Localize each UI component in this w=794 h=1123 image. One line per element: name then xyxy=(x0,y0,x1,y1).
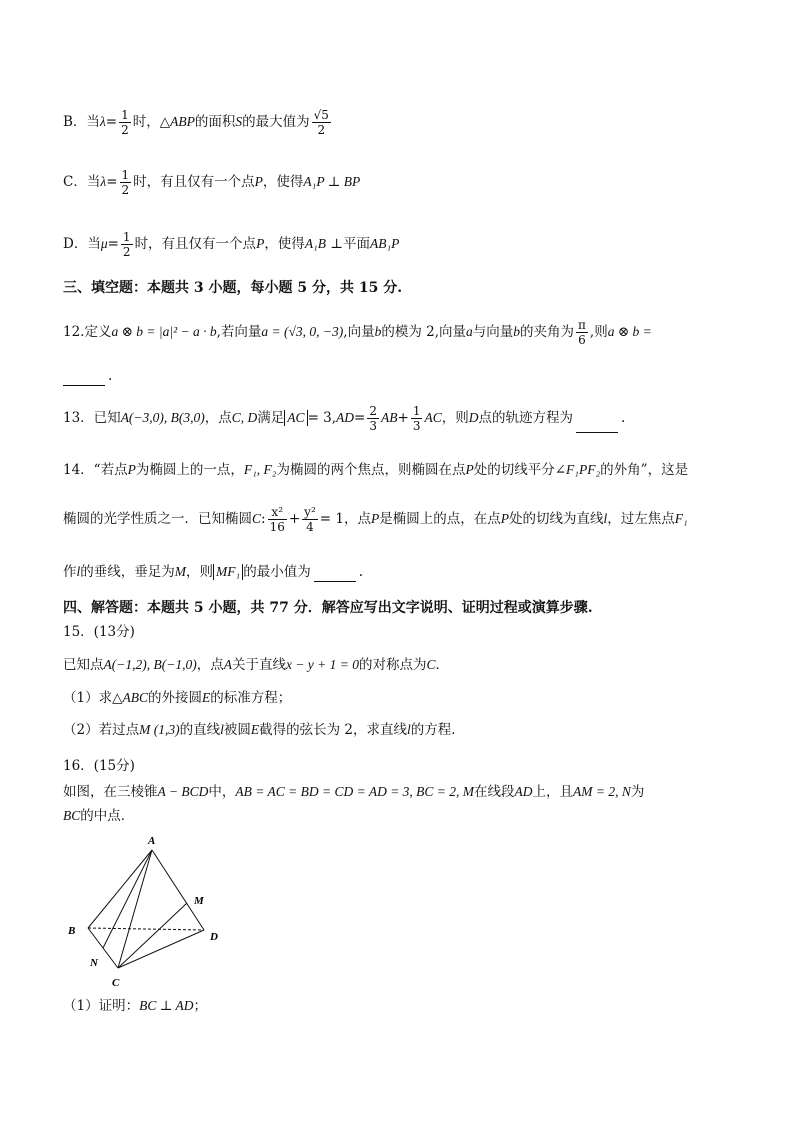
option-d: D．当μ= $\frac{1}{2}$ 时，有且仅有一个点P，使得A₁B ⊥平面AB₁P xyxy=(63,230,400,259)
question-16-sub-1: （1）证明：BC ⊥ AD； xyxy=(63,998,208,1014)
label-n: N xyxy=(90,957,98,969)
edge-ab xyxy=(88,850,152,928)
question-14-line-2: 椭圆的光学性质之一．已知椭圆C: $\frac{\text{x²}}{16}$ + $\frac{\text{y²}}{4}$ = 1，点P是椭圆上的点，在点P处的切线为直线l，过左焦点F₁ xyxy=(63,505,688,534)
question-13: 13．已知A(−3,0), B(3,0)，点C, D满足 AC = 3,AD= $\frac{2}{3}$ AB+ $\frac{1}{3}$ AC，则D点的轨迹方程为 . xyxy=(63,404,626,433)
edge-ac xyxy=(118,850,152,968)
question-12-blank: . xyxy=(63,366,112,386)
label-b: B xyxy=(68,925,76,937)
answer-blank[interactable] xyxy=(63,385,105,386)
answer-blank[interactable] xyxy=(314,581,356,582)
option-b: B．当λ= $\frac{1}{2}$ 时，△ABP的面积S的最大值为 $\frac{√5}{2}$ xyxy=(63,108,329,137)
pyramid-figure xyxy=(60,830,230,995)
label-m: M xyxy=(194,895,204,907)
edge-cd xyxy=(118,930,204,968)
edge-bd-hidden xyxy=(88,928,204,930)
answer-fraction: $\frac{√5}{2}$ xyxy=(313,108,329,137)
question-16-line-2: BC的中点． xyxy=(63,808,135,824)
segment-cm xyxy=(118,903,187,968)
fraction: $\frac{\text{y²}}{4}$ xyxy=(304,505,316,534)
fraction: $\frac{2}{3}$ xyxy=(369,404,377,433)
question-14-line-3: 作l的垂线，垂足为M，则 MF₁ 的最小值为 . xyxy=(63,564,363,580)
answer-blank[interactable] xyxy=(576,432,618,433)
question-15-head: 15．(13分) xyxy=(63,624,135,640)
question-15-line-1: 已知点A(−1,2), B(−1,0)，点A关于直线x − y + 1 = 0的对称点为C． xyxy=(63,657,450,673)
label-d: D xyxy=(210,931,218,943)
question-12: 12.定义a ⊗ b = |a|² − a · b,若向量a = (√3, 0, −3),向量b的模为 2,向量a与向量b的夹角为 $\frac{\pi}{6}$ ,则a ⊗ b = xyxy=(63,318,652,347)
label-c: C xyxy=(112,977,120,989)
question-16-line-1: 如图，在三棱锥A − BCD中，AB = AC = BD = CD = AD = 3, BC = 2, M在线段AD上，且AM = 2, N为 xyxy=(63,784,645,800)
option-c: C．当λ= $\frac{1}{2}$ 时，有且仅有一个点P，使得A₁P ⊥ BP xyxy=(63,168,361,197)
question-16-head: 16．(15分) xyxy=(63,758,135,774)
fraction: $\frac{1}{3}$ xyxy=(412,404,421,433)
question-15-sub-1: （1）求△ABC的外接圆E的标准方程； xyxy=(63,690,292,706)
question-14-line-1: 14．“若点P为椭圆上的一点，F₁, F₂为椭圆的两个焦点，则椭圆在点P处的切线平分∠F₁PF₂的外角”，这是 xyxy=(63,462,689,478)
question-15-sub-2: （2）若过点M (1,3)的直线l被圆E截得的弦长为 2，求直线l的方程． xyxy=(63,722,465,738)
section-3-title: 三、填空题：本题共 3 小题，每小题 5 分，共 15 分. xyxy=(63,280,403,296)
label-a: A xyxy=(148,835,156,847)
edge-ad xyxy=(152,850,204,930)
pyramid-diagram xyxy=(60,830,230,995)
fraction: $\frac{\text{x²}}{16}$ xyxy=(269,505,285,534)
angle-fraction: $\frac{\pi}{6}$ xyxy=(578,318,586,347)
section-4-title: 四、解答题：本题共 5 小题，共 77 分．解答应写出文字说明、证明过程或演算步骤. xyxy=(63,600,593,616)
fraction: $\frac{1}{2}$ xyxy=(121,168,130,197)
fraction: $\frac{1}{2}$ xyxy=(121,108,129,137)
fraction: $\frac{1}{2}$ xyxy=(122,230,131,259)
